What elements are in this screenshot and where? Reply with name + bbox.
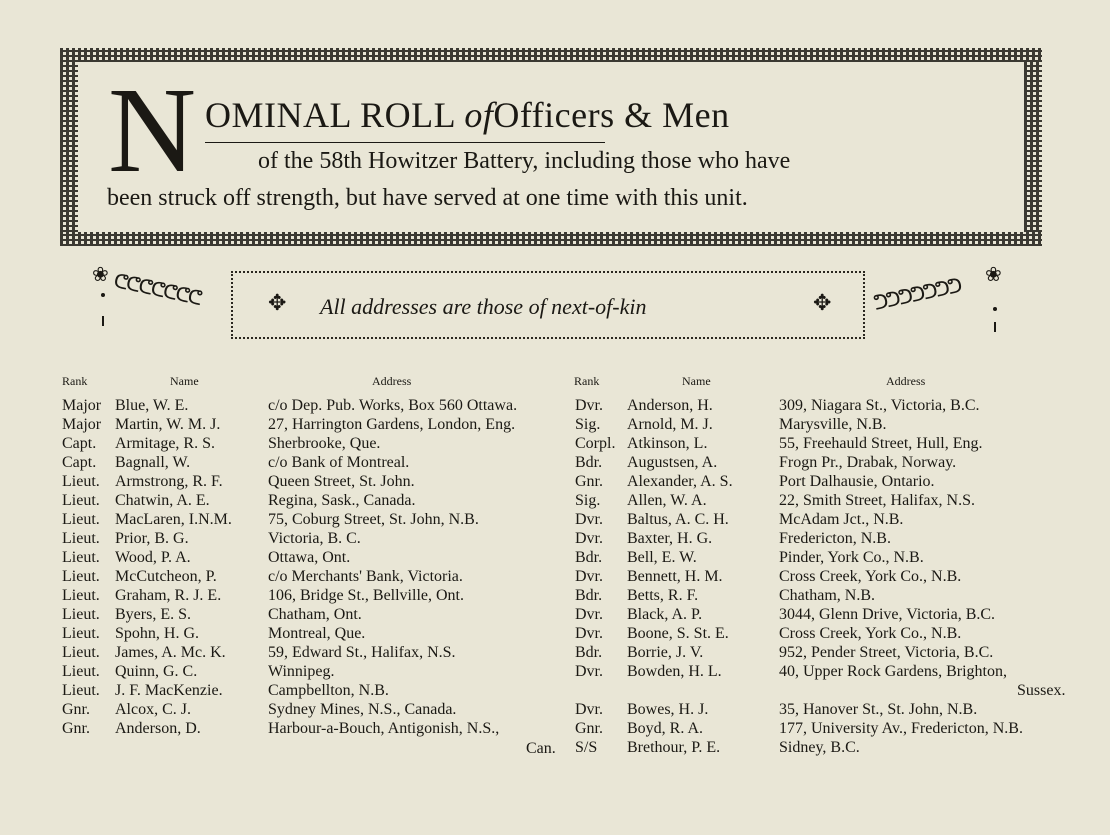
- diamond-ornament-left-icon: ✥: [268, 290, 287, 315]
- entry-address: 3044, Glenn Drive, Victoria, B.C.: [779, 606, 996, 623]
- entry-rank: Lieut.: [62, 644, 100, 661]
- entry-rank: Dvr.: [575, 701, 603, 718]
- title-of: of: [464, 95, 494, 135]
- entry-name: Boyd, R. A.: [627, 720, 704, 737]
- entry-address: 309, Niagara St., Victoria, B.C.: [779, 397, 980, 414]
- entry-name: Graham, R. J. E.: [115, 587, 222, 604]
- entry-name: Alexander, A. S.: [627, 473, 733, 490]
- entry-rank: Lieut.: [62, 568, 100, 585]
- entry-rank: S/S: [575, 739, 598, 756]
- entry-rank: Lieut.: [62, 587, 100, 604]
- entry-name: McCutcheon, P.: [115, 568, 217, 585]
- entry-name: Armitage, R. S.: [115, 435, 215, 452]
- ornamental-border-top: [60, 48, 1042, 62]
- entry-name: Blue, W. E.: [115, 397, 189, 414]
- entry-rank: Corpl.: [575, 435, 616, 452]
- entry-rank: Dvr.: [575, 530, 603, 547]
- drop-line-left-icon: [102, 316, 104, 326]
- entry-address: Cross Creek, York Co., N.B.: [779, 625, 962, 642]
- entry-name: Baxter, H. G.: [627, 530, 713, 547]
- entry-address: Cross Creek, York Co., N.B.: [779, 568, 962, 585]
- entry-name: Armstrong, R. F.: [115, 473, 223, 490]
- entry-rank: Major: [62, 397, 102, 414]
- entry-rank: Capt.: [62, 435, 97, 452]
- entry-address: Marysville, N.B.: [779, 416, 887, 433]
- header-rank-left: Rank: [62, 374, 88, 388]
- entry-rank: Lieut.: [62, 682, 100, 699]
- entry-name: Alcox, C. J.: [115, 701, 191, 718]
- entry-address: 55, Freehauld Street, Hull, Eng.: [779, 435, 983, 452]
- entry-name: Anderson, H.: [627, 397, 713, 414]
- entry-name: Quinn, G. C.: [115, 663, 198, 680]
- entry-name: Betts, R. F.: [627, 587, 699, 604]
- entry-address: 106, Bridge St., Bellville, Ont.: [268, 587, 464, 604]
- entry-name: Chatwin, A. E.: [115, 492, 210, 509]
- entry-rank: Dvr.: [575, 568, 603, 585]
- flower-ornament-right-icon: ❀: [985, 264, 1002, 286]
- banner-text: All addresses are those of next-of-kin: [320, 294, 647, 319]
- ornamental-border-left: [60, 62, 78, 232]
- entry-rank: Bdr.: [575, 454, 603, 471]
- entry-name: Wood, P. A.: [115, 549, 191, 566]
- entry-name: Boone, S. St. E.: [627, 625, 729, 642]
- entry-rank: Lieut.: [62, 606, 100, 623]
- entry-name: Prior, B. G.: [115, 530, 189, 547]
- title-dropcap: N: [108, 63, 197, 198]
- entry-address: Port Dalhausie, Ontario.: [779, 473, 935, 490]
- entry-rank: Lieut.: [62, 549, 100, 566]
- entry-name: Bagnall, W.: [115, 454, 191, 471]
- entry-address: Sydney Mines, N.S., Canada.: [268, 701, 457, 718]
- entry-name: Brethour, P. E.: [627, 739, 721, 756]
- page-title: [205, 94, 730, 136]
- entry-rank: Sig.: [575, 416, 601, 433]
- entry-address: Winnipeg.: [268, 663, 335, 680]
- entry-rank: Bdr.: [575, 644, 603, 661]
- entry-name: Augustsen, A.: [627, 454, 718, 471]
- entry-rank: Dvr.: [575, 625, 603, 642]
- entry-name: James, A. Mc. K.: [115, 644, 226, 661]
- drop-dot-right-icon: [993, 307, 997, 311]
- ornamental-border-right: [1024, 62, 1042, 232]
- entry-name: MacLaren, I.N.M.: [115, 511, 232, 528]
- entry-rank: Dvr.: [575, 397, 603, 414]
- entry-rank: Sig.: [575, 492, 601, 509]
- entry-address: 35, Hanover St., St. John, N.B.: [779, 701, 978, 718]
- title-subline-2: been struck off strength, but have served at one time with this unit.: [107, 185, 748, 211]
- header-name-right: Name: [682, 374, 711, 388]
- entry-address: 40, Upper Rock Gardens, Brighton,: [779, 663, 1007, 680]
- entry-name: Martin, W. M. J.: [115, 416, 221, 433]
- drop-line-right-icon: [994, 322, 996, 332]
- entry-address: Sherbrooke, Que.: [268, 435, 381, 452]
- entry-name: Bell, E. W.: [627, 549, 697, 566]
- flower-ornament-left-icon: ❀: [92, 264, 109, 286]
- entry-address: 952, Pender Street, Victoria, B.C.: [779, 644, 994, 661]
- entry-name: Anderson, D.: [115, 720, 201, 737]
- entry-address: Montreal, Que.: [268, 625, 366, 642]
- entry-address: Pinder, York Co., N.B.: [779, 549, 924, 566]
- entry-rank: Gnr.: [62, 701, 90, 718]
- entry-address: Sussex.: [1017, 682, 1066, 699]
- entry-address: Frogn Pr., Drabak, Norway.: [779, 454, 957, 471]
- entry-name: Bowes, H. J.: [627, 701, 709, 718]
- title-underline: [205, 142, 605, 143]
- entry-rank: Lieut.: [62, 511, 100, 528]
- entry-name: Byers, E. S.: [115, 606, 191, 623]
- drop-dot-left-icon: [101, 293, 105, 297]
- entry-rank: Lieut.: [62, 492, 100, 509]
- entry-rank: Gnr.: [575, 473, 603, 490]
- entry-address: Chatham, Ont.: [268, 606, 362, 623]
- entry-address: Ottawa, Ont.: [268, 549, 351, 566]
- entry-address: Fredericton, N.B.: [779, 530, 891, 547]
- entry-address: c/o Bank of Montreal.: [268, 454, 410, 471]
- title-subline-1: of the 58th Howitzer Battery, including those who have: [258, 148, 791, 174]
- entry-rank: Dvr.: [575, 606, 603, 623]
- entry-rank: Bdr.: [575, 587, 603, 604]
- entry-address: 22, Smith Street, Halifax, N.S.: [779, 492, 975, 509]
- entry-address: c/o Dep. Pub. Works, Box 560 Ottawa.: [268, 397, 518, 414]
- entry-address: 177, University Av., Fredericton, N.B.: [779, 720, 1023, 737]
- entry-name: Black, A. P.: [627, 606, 703, 623]
- entry-address: 75, Coburg Street, St. John, N.B.: [268, 511, 479, 528]
- entry-name: Bennett, H. M.: [627, 568, 723, 585]
- header-address-right: Address: [886, 374, 926, 388]
- entry-address: 27, Harrington Gardens, London, Eng.: [268, 416, 516, 433]
- entry-address: Regina, Sask., Canada.: [268, 492, 416, 509]
- entry-name: Spohn, H. G.: [115, 625, 200, 642]
- title-rest: Officers & Men: [493, 95, 730, 135]
- entry-name: Borrie, J. V.: [627, 644, 704, 661]
- entry-address: 59, Edward St., Halifax, N.S.: [268, 644, 456, 661]
- entry-rank: Bdr.: [575, 549, 603, 566]
- entry-address: McAdam Jct., N.B.: [779, 511, 904, 528]
- entry-name: Baltus, A. C. H.: [627, 511, 729, 528]
- entry-address: Harbour-a-Bouch, Antigonish, N.S.,: [268, 720, 500, 737]
- entry-address: Chatham, N.B.: [779, 587, 875, 604]
- entry-rank: Lieut.: [62, 530, 100, 547]
- entry-rank: Lieut.: [62, 625, 100, 642]
- entry-rank: Gnr.: [62, 720, 90, 737]
- entry-rank: Lieut.: [62, 663, 100, 680]
- entry-name: Allen, W. A.: [627, 492, 707, 509]
- entry-address: Queen Street, St. John.: [268, 473, 415, 490]
- ornamental-border-bottom: [60, 232, 1042, 246]
- entry-rank: Lieut.: [62, 473, 100, 490]
- header-rank-right: Rank: [574, 374, 600, 388]
- entry-name: Bowden, H. L.: [627, 663, 722, 680]
- entry-name: J. F. MacKenzie.: [115, 682, 223, 699]
- diamond-ornament-right-icon: ✥: [813, 290, 832, 315]
- header-name-left: Name: [170, 374, 199, 388]
- swag-right-icon: ᕤᕤᕤᕤᕤᕤᕤ: [871, 275, 963, 315]
- entry-address: Sidney, B.C.: [779, 739, 860, 756]
- entry-name: Arnold, M. J.: [627, 416, 713, 433]
- entry-rank: Dvr.: [575, 511, 603, 528]
- entry-rank: Capt.: [62, 454, 97, 471]
- title-main: OMINAL ROLL: [205, 95, 455, 135]
- entry-rank: Major: [62, 416, 102, 433]
- entry-rank: Dvr.: [575, 663, 603, 680]
- entry-name: Atkinson, L.: [627, 435, 708, 452]
- entry-address: c/o Merchants' Bank, Victoria.: [268, 568, 463, 585]
- swag-left-icon: ᕦᕦᕦᕦᕦᕦᕦ: [111, 270, 203, 310]
- entry-address: Victoria, B. C.: [268, 530, 361, 547]
- address-continuation: Can.: [526, 740, 556, 757]
- entry-rank: Gnr.: [575, 720, 603, 737]
- entry-address: Campbellton, N.B.: [268, 682, 389, 699]
- header-address-left: Address: [372, 374, 412, 388]
